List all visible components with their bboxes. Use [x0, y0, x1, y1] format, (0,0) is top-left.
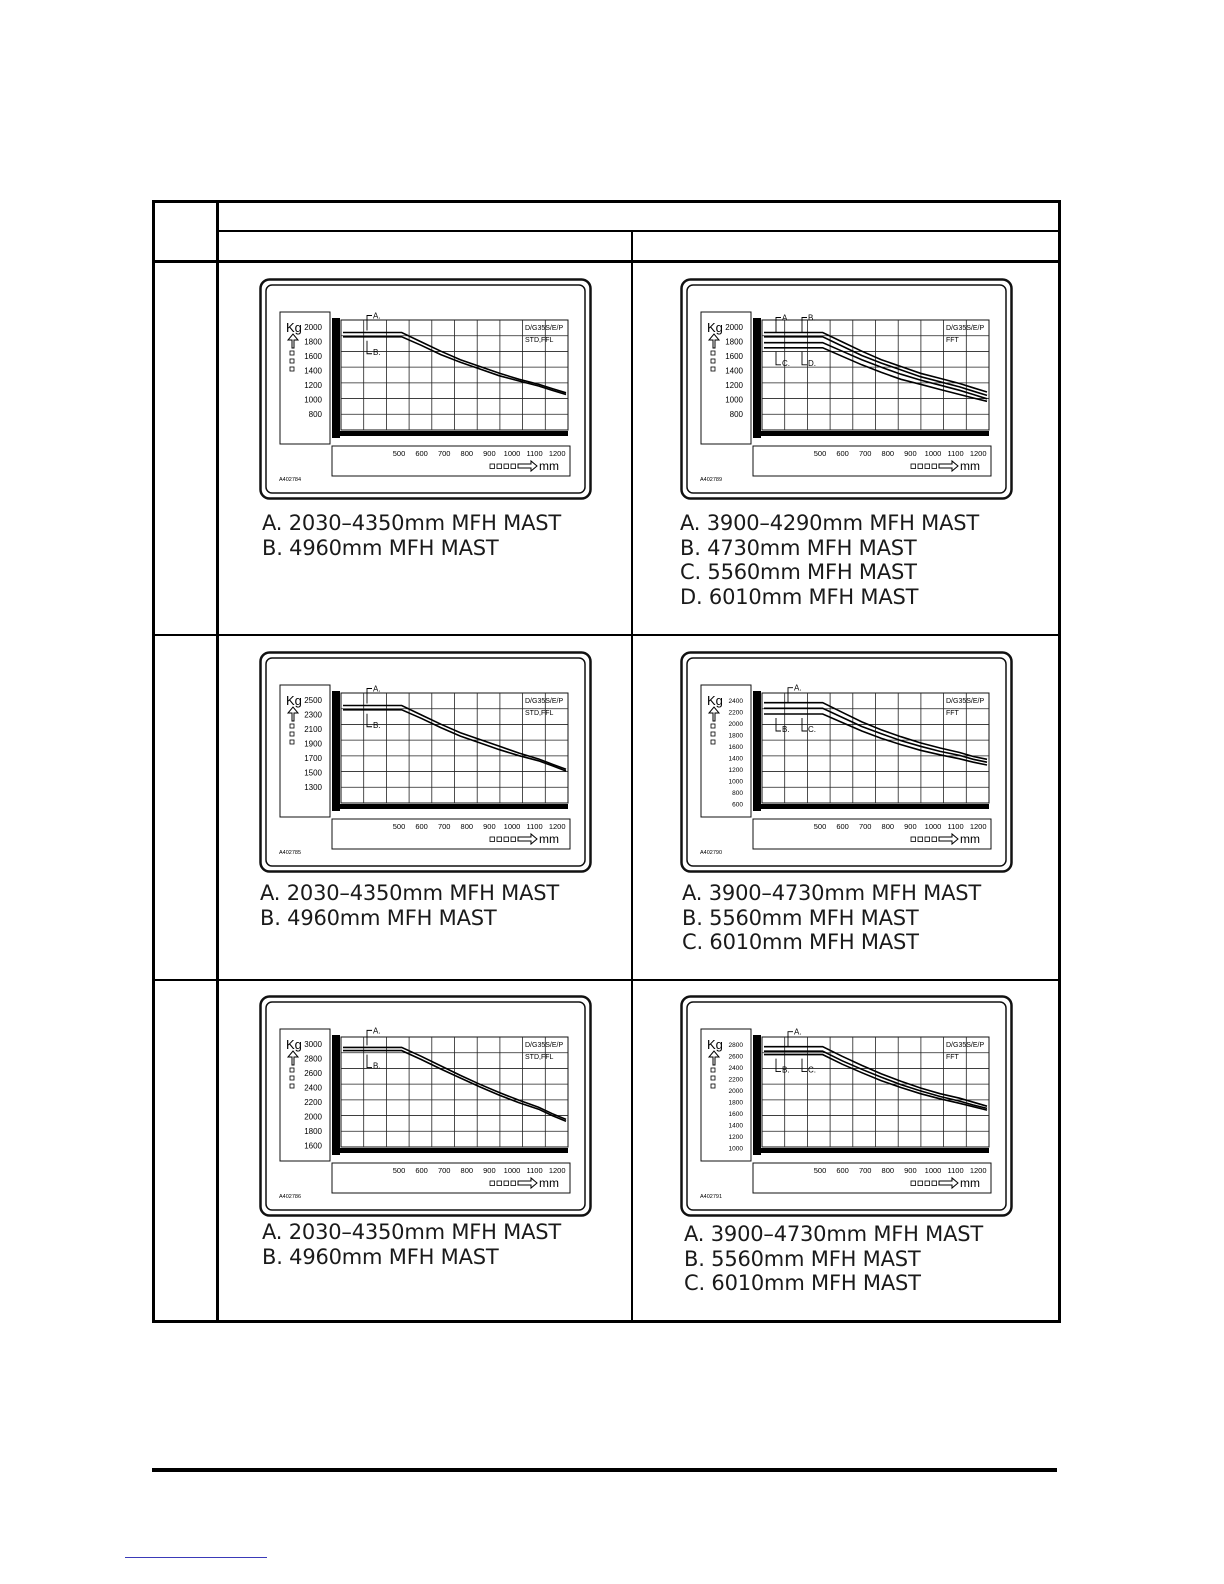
figure-id: A402790 [700, 850, 723, 856]
x-tick-label: 1100 [947, 1166, 964, 1175]
x-tick-label: 800 [881, 1166, 895, 1175]
x-tick-label: 1200 [969, 1166, 987, 1175]
x-axis-bar [332, 1148, 568, 1153]
curve-label: A. [794, 683, 802, 693]
curve-label: B. [373, 347, 381, 357]
x-axis-bar [753, 431, 989, 436]
x-unit-label: mm [539, 832, 559, 846]
y-axis-bar [332, 691, 340, 811]
figure-id: A402789 [700, 477, 723, 483]
x-axis-bar [753, 804, 989, 809]
x-axis-bar [332, 804, 568, 809]
legend-item: B. 4960mm MFH MAST [262, 535, 499, 560]
x-tick-label: 600 [415, 1166, 428, 1175]
y-tick-label: 800 [308, 410, 322, 419]
curve-label: A. [373, 311, 381, 321]
y-tick-label: 3000 [304, 1040, 322, 1049]
x-tick-label: 600 [415, 449, 428, 458]
x-tick-label: 600 [836, 822, 849, 831]
y-tick-label: 1600 [304, 1141, 322, 1151]
x-tick-label: 1000 [924, 449, 942, 458]
figure-id: A402784 [279, 477, 302, 483]
x-axis-bar [753, 1148, 989, 1153]
legend-item: B. 5560mm MFH MAST [682, 905, 919, 930]
chart-svg [259, 651, 592, 873]
x-tick-label: 500 [392, 449, 406, 458]
y-unit-label: Kg [286, 1037, 302, 1052]
table-divider [152, 979, 1061, 981]
y-tick-label: 1400 [728, 755, 743, 763]
chart-svg [680, 995, 1013, 1217]
curve-label: B. [373, 1061, 381, 1071]
y-tick-label: 2800 [728, 1042, 743, 1049]
y-tick-label: 1200 [728, 1134, 743, 1141]
y-tick-label: 2800 [304, 1054, 322, 1064]
corner-label: D/G35S/E/P [525, 325, 564, 332]
x-unit-label: mm [539, 1176, 559, 1190]
y-tick-label: 2400 [728, 698, 743, 705]
legend-item: B. 4960mm MFH MAST [262, 1244, 499, 1269]
x-tick-label: 800 [460, 449, 474, 458]
y-tick-label: 2400 [304, 1083, 322, 1093]
x-tick-label: 800 [881, 822, 895, 831]
x-tick-label: 900 [483, 822, 496, 831]
x-tick-label: 500 [813, 449, 827, 458]
corner-label: STD,FFL [525, 710, 554, 717]
x-tick-label: 1000 [924, 822, 942, 831]
y-tick-label: 2600 [728, 1053, 743, 1061]
capacity-chart [259, 651, 592, 873]
legend-item: A. 3900–4730mm MFH MAST [682, 881, 982, 905]
x-tick-label: 1100 [947, 822, 964, 831]
legend-item: A. 2030–4350mm MFH MAST [260, 881, 560, 905]
x-tick-label: 900 [904, 1166, 917, 1175]
corner-label: FFT [946, 710, 959, 717]
x-unit-label: mm [539, 459, 559, 473]
x-tick-label: 500 [392, 822, 406, 831]
curve-label: B. [373, 720, 381, 730]
chart-legend [262, 511, 561, 560]
y-tick-label: 2100 [304, 725, 322, 734]
curve-label: C. [782, 358, 790, 368]
x-tick-label: 700 [437, 449, 451, 458]
y-axis-bar [332, 318, 340, 438]
corner-label: FFT [946, 1054, 959, 1061]
corner-label: D/G35S/E/P [946, 325, 985, 332]
y-tick-label: 1400 [728, 1122, 743, 1130]
y-tick-label: 1800 [728, 732, 743, 740]
y-tick-label: 2400 [728, 1065, 743, 1072]
corner-label: D/G35S/E/P [525, 698, 564, 705]
x-tick-label: 1200 [548, 822, 566, 831]
x-tick-label: 700 [437, 822, 451, 831]
chart-svg [259, 995, 592, 1217]
y-unit-label: Kg [286, 320, 302, 335]
capacity-chart [680, 278, 1013, 500]
chart-legend [680, 511, 979, 609]
curve-label: B. [782, 1065, 790, 1075]
corner-label: STD,FFL [525, 337, 554, 344]
capacity-chart [680, 651, 1013, 873]
curve-label: A. [373, 684, 381, 694]
y-tick-label: 1700 [304, 754, 322, 763]
y-unit-label: Kg [707, 1037, 723, 1052]
y-tick-label: 1200 [304, 381, 322, 390]
y-tick-label: 1900 [304, 739, 322, 749]
y-tick-label: 1300 [304, 783, 322, 792]
x-tick-label: 800 [460, 822, 474, 831]
x-unit-label: mm [960, 832, 980, 846]
table-divider [216, 230, 1061, 232]
y-axis-bar [332, 1035, 340, 1155]
curve-label: A. [373, 1026, 381, 1036]
chart-legend [262, 1220, 561, 1269]
x-tick-label: 1100 [526, 1166, 543, 1175]
legend-item: A. 3900–4290mm MFH MAST [680, 511, 980, 535]
table-divider [216, 200, 219, 1323]
y-tick-label: 2600 [304, 1069, 322, 1078]
x-tick-label: 900 [483, 1166, 496, 1175]
x-tick-label: 600 [836, 1166, 849, 1175]
y-tick-label: 1800 [304, 337, 322, 347]
curve-label: A. [794, 1027, 802, 1037]
capacity-chart [259, 278, 592, 500]
table-divider [152, 634, 1061, 636]
corner-label: D/G35S/E/P [946, 1042, 985, 1049]
corner-label: STD,FFL [525, 1054, 554, 1061]
x-tick-label: 600 [836, 449, 849, 458]
legend-item: C. 6010mm MFH MAST [682, 930, 919, 954]
table-divider [152, 260, 1061, 263]
x-axis-bar [332, 431, 568, 436]
x-tick-label: 900 [904, 822, 917, 831]
y-tick-label: 1800 [728, 1099, 743, 1107]
y-axis-bar [753, 1035, 761, 1155]
x-tick-label: 700 [437, 1166, 451, 1175]
corner-label: D/G35S/E/P [946, 698, 985, 705]
y-tick-label: 800 [729, 410, 743, 419]
curve-label: B. [808, 313, 816, 323]
legend-item: B. 5560mm MFH MAST [684, 1246, 921, 1271]
curve-label: A. [782, 313, 790, 323]
x-tick-label: 900 [904, 449, 917, 458]
figure-id: A402786 [279, 1194, 302, 1200]
footer-rule [152, 1468, 1057, 1472]
y-tick-label: 1600 [725, 352, 743, 361]
x-unit-label: mm [960, 459, 980, 473]
y-tick-label: 1600 [728, 744, 743, 751]
footer-link-underline [125, 1557, 267, 1558]
x-tick-label: 600 [415, 822, 428, 831]
legend-item: A. 3900–4730mm MFH MAST [684, 1222, 984, 1246]
y-tick-label: 1400 [725, 366, 743, 376]
x-tick-label: 700 [858, 449, 872, 458]
x-tick-label: 1100 [947, 449, 964, 458]
y-tick-label: 1000 [304, 395, 322, 405]
y-tick-label: 1000 [728, 778, 743, 786]
table-divider [631, 231, 633, 1323]
y-axis-bar [753, 318, 761, 438]
capacity-chart [680, 995, 1013, 1217]
x-tick-label: 700 [858, 822, 872, 831]
legend-item: D. 6010mm MFH MAST [680, 584, 919, 609]
x-tick-label: 500 [392, 1166, 406, 1175]
y-tick-label: 1600 [304, 352, 322, 361]
y-tick-label: 600 [732, 801, 743, 809]
x-tick-label: 500 [813, 1166, 827, 1175]
x-tick-label: 1000 [924, 1166, 942, 1175]
chart-legend [682, 881, 981, 955]
chart-svg [680, 278, 1013, 500]
legend-item: C. 5560mm MFH MAST [680, 560, 917, 584]
legend-item: C. 6010mm MFH MAST [684, 1271, 921, 1295]
chart-legend [684, 1222, 983, 1296]
figure-id: A402785 [279, 850, 302, 856]
y-tick-label: 2300 [304, 710, 322, 720]
y-tick-label: 1600 [728, 1111, 743, 1118]
y-tick-label: 2000 [725, 323, 743, 332]
y-tick-label: 2000 [304, 1112, 322, 1122]
x-tick-label: 800 [460, 1166, 474, 1175]
x-tick-label: 1000 [503, 822, 521, 831]
y-tick-label: 2500 [304, 696, 322, 705]
x-tick-label: 1200 [548, 1166, 566, 1175]
x-tick-label: 900 [483, 449, 496, 458]
corner-label: FFT [946, 337, 959, 344]
legend-item: B. 4730mm MFH MAST [680, 535, 917, 560]
y-unit-label: Kg [286, 693, 302, 708]
y-tick-label: 2000 [304, 323, 322, 332]
x-tick-label: 500 [813, 822, 827, 831]
curve-label: D. [808, 358, 816, 368]
x-tick-label: 1100 [526, 449, 543, 458]
chart-legend [260, 881, 559, 930]
y-tick-label: 1400 [304, 366, 322, 376]
y-axis-bar [753, 691, 761, 811]
curve-label: B. [782, 725, 790, 734]
y-tick-label: 1800 [725, 337, 743, 347]
y-tick-label: 2000 [728, 721, 743, 728]
x-tick-label: 1200 [548, 449, 566, 458]
legend-item: B. 4960mm MFH MAST [260, 905, 497, 930]
y-tick-label: 1500 [304, 768, 322, 778]
y-tick-label: 2200 [304, 1098, 322, 1107]
y-tick-label: 1800 [304, 1127, 322, 1136]
capacity-chart [259, 995, 592, 1217]
x-tick-label: 1100 [526, 822, 543, 831]
y-tick-label: 800 [732, 790, 743, 797]
y-tick-label: 1000 [725, 395, 743, 405]
x-tick-label: 1200 [969, 822, 987, 831]
y-tick-label: 1000 [728, 1145, 743, 1153]
chart-svg [259, 278, 592, 500]
y-tick-label: 2000 [728, 1088, 743, 1095]
corner-label: D/G35S/E/P [525, 1042, 564, 1049]
curve-label: C. [808, 725, 816, 734]
y-tick-label: 1200 [725, 381, 743, 390]
x-tick-label: 1200 [969, 449, 987, 458]
figure-id: A402791 [700, 1194, 723, 1200]
x-unit-label: mm [960, 1176, 980, 1190]
chart-svg [680, 651, 1013, 873]
curve-label: C. [808, 1065, 816, 1075]
y-tick-label: 2200 [728, 1076, 743, 1084]
y-unit-label: Kg [707, 693, 723, 708]
y-unit-label: Kg [707, 320, 723, 335]
y-tick-label: 2200 [728, 709, 743, 717]
x-tick-label: 800 [881, 449, 895, 458]
legend-item: A. 2030–4350mm MFH MAST [262, 1220, 562, 1244]
legend-item: A. 2030–4350mm MFH MAST [262, 511, 562, 535]
x-tick-label: 700 [858, 1166, 872, 1175]
y-tick-label: 1200 [728, 767, 743, 774]
x-tick-label: 1000 [503, 449, 521, 458]
x-tick-label: 1000 [503, 1166, 521, 1175]
